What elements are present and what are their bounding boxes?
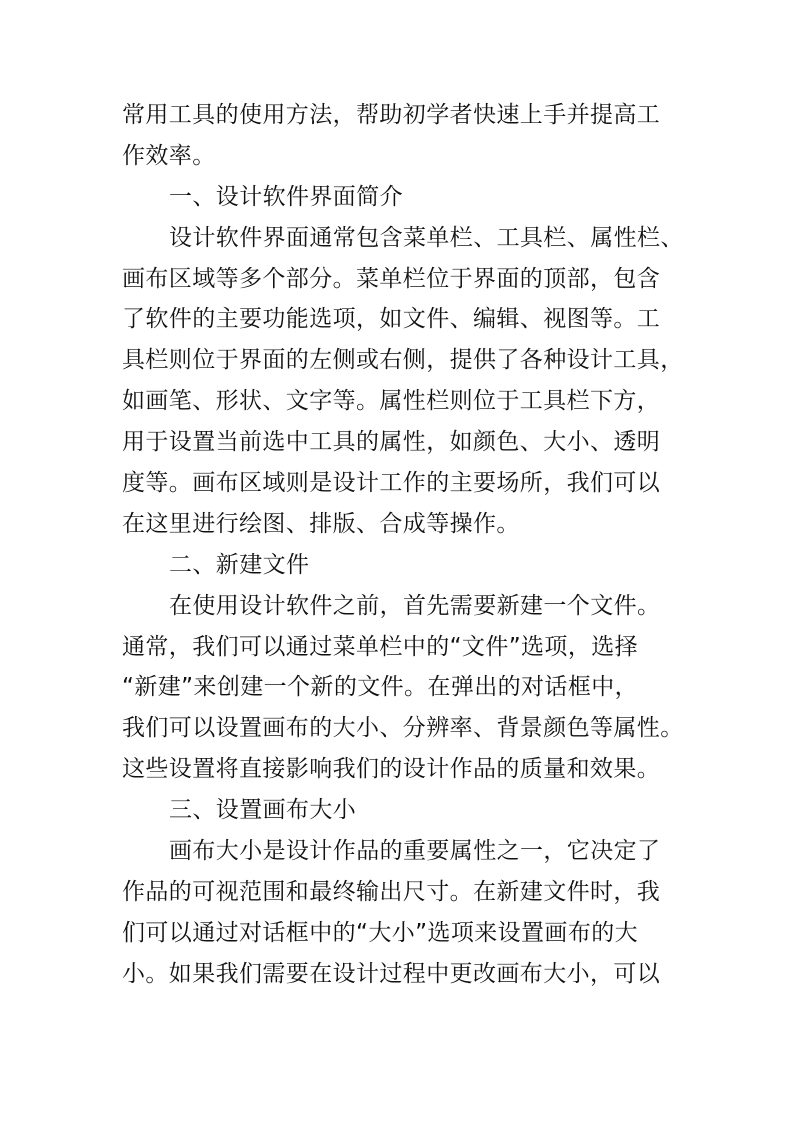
text-line: 用于设置当前选中工具的属性，如颜色、大小、透明 <box>122 429 661 456</box>
section-heading: 二、新建文件 <box>169 551 310 578</box>
text-line: 作效率。 <box>122 142 216 169</box>
text-line: 我们可以设置画布的大小、分辨率、背景颜色等属性。 <box>122 715 684 742</box>
text-line: 如画笔、形状、文字等。属性栏则位于工具栏下方， <box>122 388 661 415</box>
section-heading: 一、设计软件界面简介 <box>169 183 403 210</box>
text-line: 这些设置将直接影响我们的设计作品的质量和效果。 <box>122 756 661 783</box>
text-line: 设计软件界面通常包含菜单栏、工具栏、属性栏、 <box>169 224 684 251</box>
text-line: 小。如果我们需要在设计过程中更改画布大小，可以 <box>122 960 661 987</box>
text-line: 在这里进行绘图、排版、合成等操作。 <box>122 510 520 537</box>
text-line: 度等。画布区域则是设计工作的主要场所，我们可以 <box>122 470 661 497</box>
text-line: 画布大小是设计作品的重要属性之一，它决定了 <box>169 838 661 865</box>
text-line: 具栏则位于界面的左侧或右侧，提供了各种设计工具， <box>122 347 684 374</box>
text-line: 通常，我们可以通过菜单栏中的“文件”选项，选择 <box>122 633 639 660</box>
text-line: 在使用设计软件之前，首先需要新建一个文件。 <box>169 592 661 619</box>
text-line: 常用工具的使用方法，帮助初学者快速上手并提高工 <box>122 102 661 128</box>
text-line: 了软件的主要功能选项，如文件、编辑、视图等。工 <box>122 306 661 333</box>
text-line: 画布区域等多个部分。菜单栏位于界面的顶部，包含 <box>122 265 661 292</box>
text-line: “新建”来创建一个新的文件。在弹出的对话框中， <box>122 674 639 701</box>
section-heading: 三、设置画布大小 <box>169 797 357 824</box>
text-line: 们可以通过对话框中的“大小”选项来设置画布的大 <box>122 919 639 946</box>
document-body <box>122 95 682 995</box>
text-line: 作品的可视范围和最终输出尺寸。在新建文件时，我 <box>122 878 661 905</box>
